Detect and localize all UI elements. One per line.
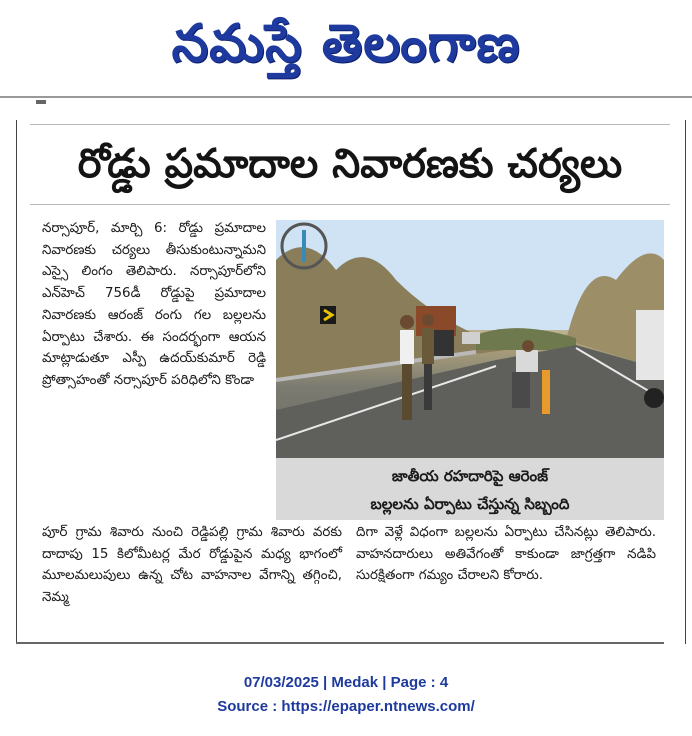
- body-paragraph-bottom-left: పూర్ గ్రామ శివారు నుంచి రెడ్డిపల్లి గ్రామ శివారు వరకు దాదాపు 15 కిలోమీటర్ల మేర రోడ్డుపైన మధ్య భాగంలో మూలమలుపులు ఉన్న చోట వాహనాల వేగాన్ని తగ్గించి, నెమ్మ: [42, 525, 342, 606]
- caption-line-2: బల్లలను ఏర్పాటు చేస్తున్న సిబ్బంది: [370, 495, 570, 513]
- body-paragraph-left: నర్సాపూర్, మార్చి 6: రోడ్డు ప్రమాదాల నివారణకు చర్యలు తీసుకుంటున్నామని ఎస్సై లింగం తెలిపారు. నర్సాపూర్‌లోని ఎన్‌హెచ్ 756డీ రోడ్డుపై ప్రమాదాల నివారణకు ఆరంజ్ రంగు గల బల్లలను ఏర్పాటు చేశారు. ఈ సందర్భంగా ఆయన మాట్లాడుతూ ఎస్పీ ఉదయ్‌కుమార్ రెడ్డి ప్రోత్సాహంతో నర్సాపూర్ పరిధిలోని కొండా: [42, 221, 266, 388]
- roadside-scene-image: [276, 220, 664, 460]
- article-body-bottom-right: [356, 522, 656, 632]
- body-paragraph-bottom-right: దిగా వెళ్లే విధంగా బల్లలను ఏర్పాటు చేసినట్లు తెలిపారు. వాహనదారులు అతివేగంతో కాకుండా జాగ్రత్తగా నడిపి సురక్షితంగా గమ్యం చేరాలని కోరారు.: [356, 525, 656, 584]
- footer-date-edition: 07/03/2025 | Medak | Page : 4: [243, 674, 449, 691]
- article-body-left: [42, 218, 266, 518]
- photo-caption: [276, 458, 664, 520]
- news-photo: [276, 220, 664, 460]
- headline-rule-top: [30, 124, 670, 125]
- caption-line-1: జాతీయ రహదారిపై ఆరెంజ్: [391, 467, 549, 485]
- top-divider: [0, 96, 692, 98]
- footer-source-link[interactable]: Source : https://epaper.ntnews.com/: [217, 698, 475, 715]
- page-marker: [36, 100, 46, 104]
- headline-rule-bottom: [30, 204, 670, 205]
- article-headline: రోడ్డు ప్రమాదాల నివారణకు చర్యలు: [77, 141, 623, 187]
- masthead-logo: నమస్తే తెలంగాణ: [171, 13, 521, 74]
- article-body-bottom-left: [42, 522, 342, 632]
- article-bottom-rule: [16, 642, 664, 644]
